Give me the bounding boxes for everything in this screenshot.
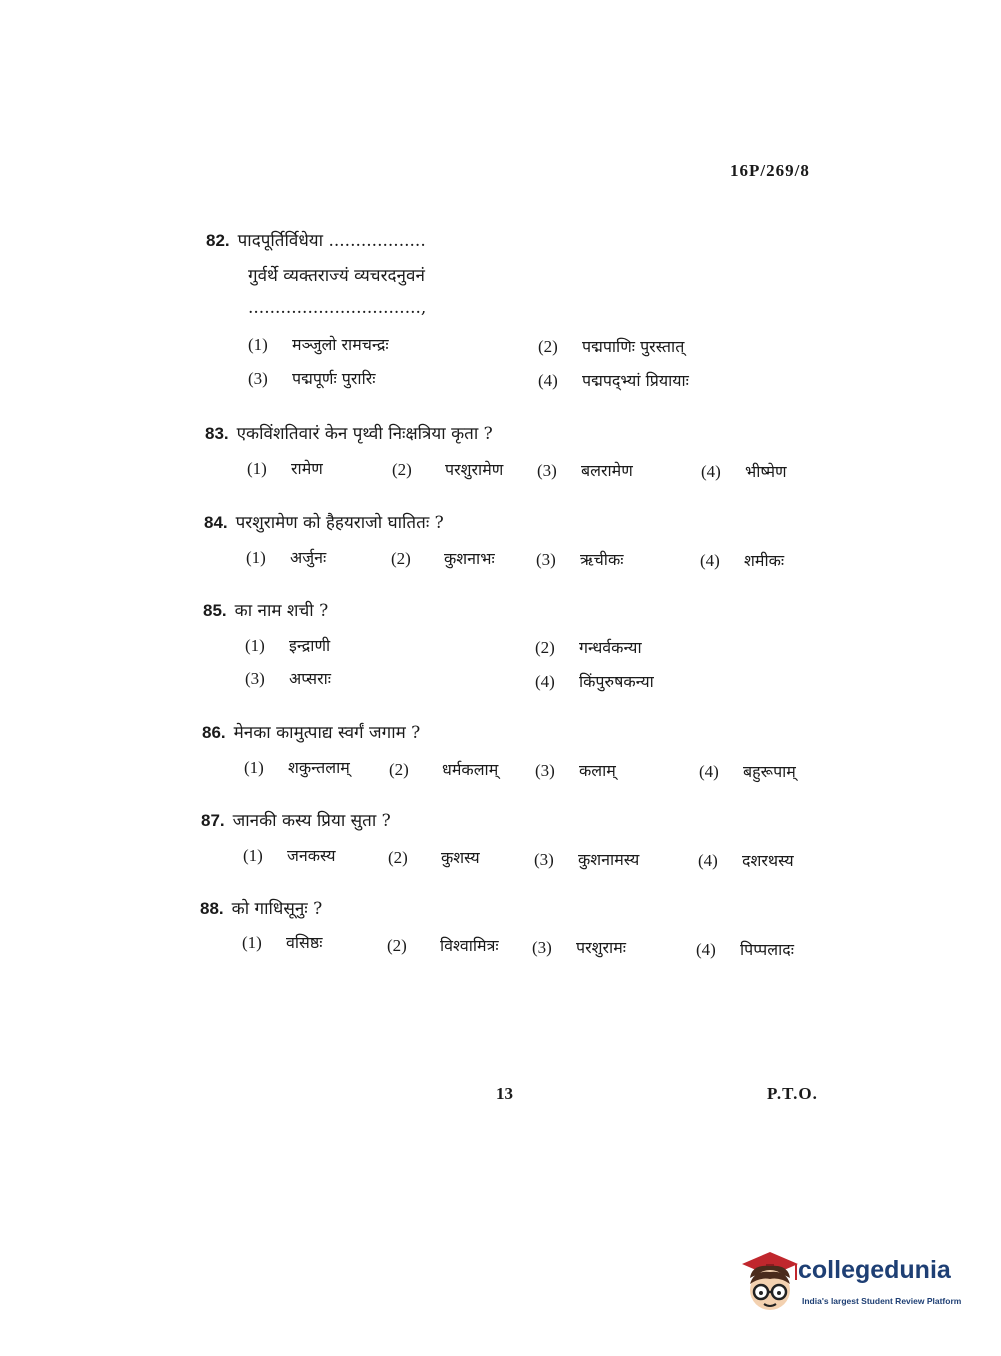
option-number: (1) <box>243 846 263 865</box>
option-1 <box>245 634 330 656</box>
option-2 <box>387 934 499 956</box>
option-number: (1) <box>244 758 264 777</box>
option-2 <box>535 636 642 658</box>
option-2 <box>388 846 480 868</box>
question-text <box>200 896 322 919</box>
question-text <box>206 228 426 251</box>
option-number: (3) <box>536 550 556 569</box>
option-3 <box>536 548 623 570</box>
collegedunia-watermark <box>740 1250 970 1320</box>
option-text: कुशनामस्य <box>578 850 640 869</box>
question-text <box>201 808 391 831</box>
question-stem: मेनका कामुत्पाद्य स्वर्गं जगाम ? <box>233 723 421 743</box>
option-4 <box>701 460 787 482</box>
option-text: परशुरामः <box>576 938 627 957</box>
option-3 <box>532 936 626 958</box>
option-text: जनकस्य <box>287 846 336 865</box>
option-2 <box>538 335 684 357</box>
option-4 <box>698 849 794 871</box>
option-text: शकुन्तलाम् <box>288 758 350 777</box>
option-number: (2) <box>389 760 409 779</box>
option-3 <box>248 367 376 389</box>
option-text: भीष्मेण <box>745 462 787 481</box>
question-stem: एकविंशतिवारं केन पृथ्वी निःक्षत्रिया कृता ? <box>236 424 493 444</box>
brand-tagline: India's largest Student Review Platform <box>802 1296 962 1306</box>
option-1 <box>248 333 389 355</box>
option-4 <box>700 549 784 571</box>
option-text: रामेण <box>291 459 323 478</box>
option-3 <box>535 759 616 781</box>
option-text: कुशनाभः <box>444 549 495 568</box>
question-number: 88. <box>200 899 224 918</box>
option-number: (3) <box>537 461 557 480</box>
option-text: कुशस्य <box>441 848 480 867</box>
option-number: (3) <box>534 850 554 869</box>
page-number: 13 <box>496 1084 513 1103</box>
option-number: (2) <box>392 460 412 479</box>
option-number: (1) <box>246 548 266 567</box>
question-number: 85. <box>203 601 227 620</box>
option-3 <box>537 459 633 481</box>
option-number: (3) <box>245 669 265 688</box>
option-3 <box>534 848 639 870</box>
option-number: (2) <box>538 337 558 356</box>
option-text: गन्धर्वकन्या <box>579 638 642 657</box>
paper-code: 16P/269/8 <box>730 161 810 180</box>
option-2 <box>389 758 498 780</box>
pto-label: P.T.O. <box>767 1084 818 1103</box>
option-number: (4) <box>696 940 716 959</box>
question-stem: जानकी कस्य प्रिया सुता ? <box>232 811 391 831</box>
option-number: (1) <box>248 335 268 354</box>
option-text: पद्मपद्भ्यां प्रियायाः <box>582 371 689 390</box>
question-number: 82. <box>206 231 230 250</box>
option-number: (2) <box>388 848 408 867</box>
option-text: धर्मकलाम् <box>442 760 499 779</box>
option-text: दशरथस्य <box>742 851 794 870</box>
option-text: अर्जुनः <box>290 548 327 567</box>
option-text: बहुरूपाम् <box>743 762 796 781</box>
option-number: (4) <box>701 462 721 481</box>
option-3 <box>245 667 331 689</box>
option-number: (4) <box>538 371 558 390</box>
option-text: इन्द्राणी <box>289 636 331 655</box>
question-text <box>205 421 493 444</box>
option-number: (3) <box>532 938 552 957</box>
option-1 <box>246 546 326 568</box>
option-number: (1) <box>247 459 267 478</box>
option-number: (4) <box>535 672 555 691</box>
option-number: (3) <box>248 369 268 388</box>
mascot-icon <box>740 1250 802 1320</box>
question-number: 84. <box>204 513 228 532</box>
option-number: (4) <box>698 851 718 870</box>
verse-line-2: ................................, <box>248 298 427 318</box>
brand-name: collegedunia <box>798 1256 951 1284</box>
option-number: (1) <box>245 636 265 655</box>
option-4 <box>696 938 794 960</box>
option-1 <box>243 844 336 866</box>
question-number: 86. <box>202 723 226 742</box>
question-text <box>202 720 420 743</box>
option-4 <box>699 760 796 782</box>
option-text: पद्मपाणिः पुरस्तात् <box>582 337 685 356</box>
option-1 <box>242 931 323 953</box>
option-text: अप्सराः <box>289 669 331 688</box>
option-text: विश्वामित्रः <box>440 936 499 955</box>
question-number: 87. <box>201 811 225 830</box>
option-number: (2) <box>387 936 407 955</box>
option-text: पद्मपूर्णः पुरारिः <box>292 369 376 388</box>
question-stem: परशुरामेण को हैहयराजो घातितः ? <box>235 513 444 533</box>
option-text: मञ्जुलो रामचन्द्रः <box>292 335 389 354</box>
option-text: परशुरामेण <box>445 460 504 479</box>
option-text: ऋचीकः <box>580 550 624 569</box>
question-stem: को गाधिसूनुः ? <box>231 899 323 919</box>
option-number: (1) <box>242 933 262 952</box>
option-text: शमीकः <box>744 551 785 570</box>
option-text: किंपुरुषकन्या <box>579 672 654 691</box>
option-2 <box>392 458 503 480</box>
option-text: बलरामेण <box>581 461 633 480</box>
option-text: पिप्पलादः <box>740 940 794 959</box>
question-number: 83. <box>205 424 229 443</box>
option-4 <box>538 369 689 391</box>
option-number: (4) <box>699 762 719 781</box>
option-number: (4) <box>700 551 720 570</box>
option-number: (3) <box>535 761 555 780</box>
question-stem: पादपूर्तिर्विधेया .................. <box>237 231 426 251</box>
option-1 <box>247 457 323 479</box>
option-text: कलाम् <box>579 761 616 780</box>
question-text <box>204 510 444 533</box>
option-text: वसिष्ठः <box>286 933 323 952</box>
option-2 <box>391 547 495 569</box>
option-1 <box>244 756 350 778</box>
option-number: (2) <box>391 549 411 568</box>
question-stem: का नाम शची ? <box>234 601 329 621</box>
option-4 <box>535 670 654 692</box>
verse-line-1: गुर्वर्थे व्यक्तराज्यं व्यचरदनुवनं <box>248 266 425 286</box>
option-number: (2) <box>535 638 555 657</box>
question-text <box>203 598 328 621</box>
